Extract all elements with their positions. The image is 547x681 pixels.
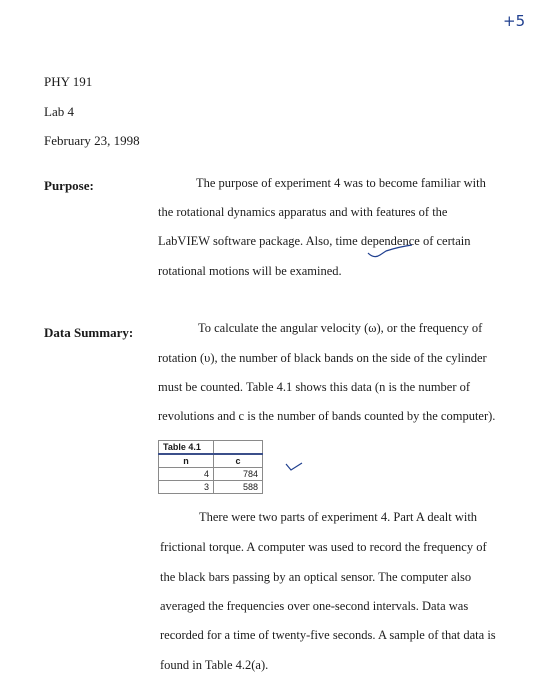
purpose-line: LabVIEW software package. Also, time dependence of certain [158,234,471,248]
table-4-1 [158,440,263,494]
cell-c: 588 [214,481,263,494]
cell-c: 784 [214,468,263,481]
table-row [159,481,263,494]
column-header-c: c [214,454,263,468]
data-summary-line: To calculate the angular velocity (ω), or the frequency of [198,321,483,335]
paragraph-line: found in Table 4.2(a). [160,658,269,672]
paragraph-line: frictional torque. A computer was used to record the frequency of [160,540,487,554]
handwritten-underline-mark [366,243,416,261]
report-date: February 23, 1998 [44,133,140,148]
course-name: PHY 191 [44,74,93,89]
paragraph-line: the black bars passing by an optical sensor. The computer also [160,570,472,584]
cell-n: 4 [159,468,214,481]
data-summary-heading: Data Summary: [44,325,134,340]
paragraph-line: recorded for a time of twenty-five seconds. A sample of that data is [160,628,496,642]
purpose-heading: Purpose: [44,178,94,193]
data-summary-line: revolutions and c is the number of bands counted by the computer). [158,409,496,423]
lab-number: Lab 4 [44,104,74,119]
purpose-line: rotational motions will be examined. [158,264,342,278]
paragraph-line: There were two parts of experiment 4. Part A dealt with [199,510,478,524]
table-row [159,468,263,481]
data-summary-line: rotation (υ), the number of black bands on the side of the cylinder [158,351,487,365]
check-mark-icon [284,460,304,474]
grade-mark: +5 [503,12,526,30]
table-caption: Table 4.1 [159,441,214,455]
purpose-line: The purpose of experiment 4 was to become familiar with [196,176,486,190]
paragraph-line: averaged the frequencies over one-second intervals. Data was [160,599,469,613]
purpose-line: the rotational dynamics apparatus and with features of the [158,205,448,219]
column-header-n: n [159,454,214,468]
data-summary-line: must be counted. Table 4.1 shows this data (n is the number of [158,380,471,394]
cell-n: 3 [159,481,214,494]
